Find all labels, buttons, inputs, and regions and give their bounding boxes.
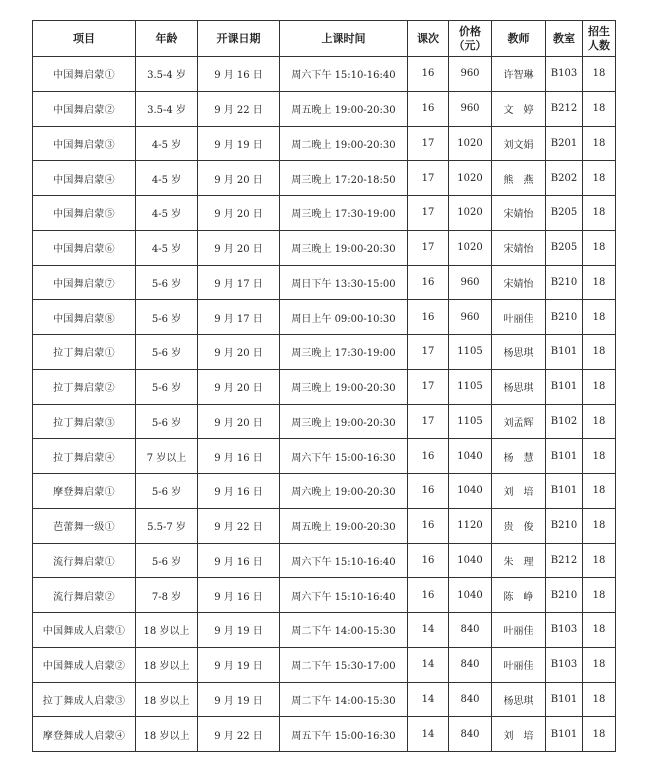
cell-class-time: 周六下午 15:10-16:40 xyxy=(280,57,408,92)
cell-price: 1040 xyxy=(449,439,492,474)
cell-class-time: 周三晚上 17:30-19:00 xyxy=(280,335,408,370)
cell-price: 1105 xyxy=(449,404,492,439)
cell-price: 1040 xyxy=(449,474,492,509)
table-row xyxy=(33,717,616,752)
cell-price: 960 xyxy=(449,300,492,335)
cell-enrollment: 18 xyxy=(583,717,616,752)
cell-sessions: 17 xyxy=(408,196,449,231)
header-row xyxy=(33,21,616,57)
cell-price: 960 xyxy=(449,57,492,92)
cell-item: 中国舞启蒙④ xyxy=(33,161,136,196)
cell-item: 中国舞启蒙⑧ xyxy=(33,300,136,335)
cell-age: 5-6 岁 xyxy=(136,300,198,335)
cell-class-time: 周二晚上 19:00-20:30 xyxy=(280,126,408,161)
cell-room: B205 xyxy=(546,196,583,231)
header-age: 年龄 xyxy=(136,21,198,57)
cell-enrollment: 18 xyxy=(583,613,616,648)
cell-enrollment: 18 xyxy=(583,57,616,92)
table-row xyxy=(33,230,616,265)
cell-room: B103 xyxy=(546,613,583,648)
cell-enrollment: 18 xyxy=(583,91,616,126)
cell-age: 5-6 岁 xyxy=(136,369,198,404)
cell-room: B101 xyxy=(546,682,583,717)
cell-item: 流行舞启蒙② xyxy=(33,578,136,613)
cell-sessions: 14 xyxy=(408,613,449,648)
cell-start-date: 9 月 16 日 xyxy=(198,543,280,578)
cell-start-date: 9 月 20 日 xyxy=(198,196,280,231)
cell-item: 摩登舞启蒙① xyxy=(33,474,136,509)
cell-age: 7-8 岁 xyxy=(136,578,198,613)
cell-class-time: 周日下午 13:30-15:00 xyxy=(280,265,408,300)
cell-start-date: 9 月 16 日 xyxy=(198,578,280,613)
cell-class-time: 周三晚上 19:00-20:30 xyxy=(280,230,408,265)
table-row xyxy=(33,474,616,509)
cell-enrollment: 18 xyxy=(583,230,616,265)
cell-age: 7 岁以上 xyxy=(136,439,198,474)
header-class-time: 上课时间 xyxy=(280,21,408,57)
cell-enrollment: 18 xyxy=(583,335,616,370)
table-row xyxy=(33,404,616,439)
cell-sessions: 16 xyxy=(408,57,449,92)
cell-room: B210 xyxy=(546,265,583,300)
cell-enrollment: 18 xyxy=(583,126,616,161)
cell-start-date: 9 月 19 日 xyxy=(198,126,280,161)
cell-room: B101 xyxy=(546,474,583,509)
cell-teacher: 刘 培 xyxy=(492,717,546,752)
cell-class-time: 周六下午 15:00-16:30 xyxy=(280,439,408,474)
cell-price: 840 xyxy=(449,613,492,648)
cell-room: B102 xyxy=(546,404,583,439)
cell-item: 芭蕾舞一级① xyxy=(33,508,136,543)
table-header xyxy=(33,21,616,57)
cell-start-date: 9 月 17 日 xyxy=(198,300,280,335)
table-row xyxy=(33,578,616,613)
cell-item: 流行舞启蒙① xyxy=(33,543,136,578)
cell-enrollment: 18 xyxy=(583,682,616,717)
cell-teacher: 叶丽佳 xyxy=(492,300,546,335)
header-sessions: 课次 xyxy=(408,21,449,57)
cell-price: 840 xyxy=(449,717,492,752)
cell-price: 1120 xyxy=(449,508,492,543)
cell-item: 拉丁舞启蒙② xyxy=(33,369,136,404)
cell-teacher: 杨思琪 xyxy=(492,369,546,404)
cell-teacher: 宋婧怡 xyxy=(492,265,546,300)
cell-teacher: 熊 燕 xyxy=(492,161,546,196)
cell-start-date: 9 月 20 日 xyxy=(198,161,280,196)
cell-enrollment: 18 xyxy=(583,404,616,439)
cell-start-date: 9 月 22 日 xyxy=(198,91,280,126)
cell-sessions: 16 xyxy=(408,91,449,126)
table-row xyxy=(33,196,616,231)
cell-age: 5-6 岁 xyxy=(136,265,198,300)
cell-enrollment: 18 xyxy=(583,300,616,335)
cell-start-date: 9 月 19 日 xyxy=(198,682,280,717)
header-start-date: 开课日期 xyxy=(198,21,280,57)
cell-room: B212 xyxy=(546,91,583,126)
cell-teacher: 许智琳 xyxy=(492,57,546,92)
cell-sessions: 17 xyxy=(408,161,449,196)
cell-item: 摩登舞成人启蒙④ xyxy=(33,717,136,752)
cell-room: B101 xyxy=(546,439,583,474)
cell-price: 1105 xyxy=(449,335,492,370)
header-enrollment: 招生人数 xyxy=(583,21,616,57)
table-row xyxy=(33,265,616,300)
cell-item: 拉丁舞启蒙④ xyxy=(33,439,136,474)
cell-age: 3.5-4 岁 xyxy=(136,57,198,92)
cell-price: 840 xyxy=(449,647,492,682)
cell-price: 1020 xyxy=(449,230,492,265)
cell-teacher: 宋婧怡 xyxy=(492,230,546,265)
cell-price: 1020 xyxy=(449,161,492,196)
cell-age: 5-6 岁 xyxy=(136,474,198,509)
cell-start-date: 9 月 16 日 xyxy=(198,474,280,509)
table-row xyxy=(33,57,616,92)
cell-enrollment: 18 xyxy=(583,161,616,196)
cell-start-date: 9 月 22 日 xyxy=(198,717,280,752)
cell-item: 中国舞启蒙② xyxy=(33,91,136,126)
cell-teacher: 刘孟辉 xyxy=(492,404,546,439)
cell-class-time: 周五下午 15:00-16:30 xyxy=(280,717,408,752)
cell-item: 中国舞启蒙① xyxy=(33,57,136,92)
cell-item: 拉丁舞启蒙③ xyxy=(33,404,136,439)
table-row xyxy=(33,508,616,543)
table-row xyxy=(33,682,616,717)
cell-start-date: 9 月 19 日 xyxy=(198,613,280,648)
cell-teacher: 朱 理 xyxy=(492,543,546,578)
cell-start-date: 9 月 22 日 xyxy=(198,508,280,543)
cell-room: B101 xyxy=(546,335,583,370)
cell-price: 840 xyxy=(449,682,492,717)
cell-age: 4-5 岁 xyxy=(136,161,198,196)
cell-age: 3.5-4 岁 xyxy=(136,91,198,126)
cell-room: B103 xyxy=(546,57,583,92)
cell-age: 4-5 岁 xyxy=(136,230,198,265)
cell-enrollment: 18 xyxy=(583,543,616,578)
cell-room: B103 xyxy=(546,647,583,682)
cell-class-time: 周三晚上 19:00-20:30 xyxy=(280,369,408,404)
cell-price: 1020 xyxy=(449,126,492,161)
cell-age: 4-5 岁 xyxy=(136,126,198,161)
table-row xyxy=(33,161,616,196)
cell-class-time: 周三晚上 17:30-19:00 xyxy=(280,196,408,231)
cell-start-date: 9 月 20 日 xyxy=(198,230,280,265)
cell-sessions: 17 xyxy=(408,369,449,404)
cell-item: 中国舞启蒙⑥ xyxy=(33,230,136,265)
cell-teacher: 刘文娟 xyxy=(492,126,546,161)
cell-start-date: 9 月 19 日 xyxy=(198,647,280,682)
cell-item: 中国舞启蒙⑦ xyxy=(33,265,136,300)
cell-enrollment: 18 xyxy=(583,369,616,404)
table-row xyxy=(33,369,616,404)
cell-class-time: 周二下午 15:30-17:00 xyxy=(280,647,408,682)
cell-class-time: 周二下午 14:00-15:30 xyxy=(280,682,408,717)
table-row xyxy=(33,126,616,161)
cell-teacher: 陈 峥 xyxy=(492,578,546,613)
table-row xyxy=(33,543,616,578)
cell-age: 5-6 岁 xyxy=(136,335,198,370)
cell-room: B210 xyxy=(546,578,583,613)
cell-teacher: 贵 俊 xyxy=(492,508,546,543)
cell-enrollment: 18 xyxy=(583,196,616,231)
cell-item: 拉丁舞成人启蒙③ xyxy=(33,682,136,717)
cell-teacher: 刘 培 xyxy=(492,474,546,509)
cell-sessions: 16 xyxy=(408,474,449,509)
cell-enrollment: 18 xyxy=(583,647,616,682)
cell-price: 960 xyxy=(449,265,492,300)
cell-start-date: 9 月 20 日 xyxy=(198,404,280,439)
cell-sessions: 17 xyxy=(408,404,449,439)
cell-item: 中国舞启蒙⑤ xyxy=(33,196,136,231)
cell-price: 1040 xyxy=(449,578,492,613)
header-room: 教室 xyxy=(546,21,583,57)
cell-teacher: 杨思琪 xyxy=(492,682,546,717)
cell-sessions: 14 xyxy=(408,682,449,717)
cell-enrollment: 18 xyxy=(583,265,616,300)
cell-sessions: 14 xyxy=(408,647,449,682)
cell-sessions: 16 xyxy=(408,543,449,578)
cell-class-time: 周五晚上 19:00-20:30 xyxy=(280,91,408,126)
cell-start-date: 9 月 17 日 xyxy=(198,265,280,300)
cell-sessions: 14 xyxy=(408,717,449,752)
cell-class-time: 周三晚上 17:20-18:50 xyxy=(280,161,408,196)
cell-age: 5-6 岁 xyxy=(136,543,198,578)
table-body xyxy=(33,57,616,752)
cell-room: B101 xyxy=(546,717,583,752)
cell-sessions: 17 xyxy=(408,335,449,370)
cell-enrollment: 18 xyxy=(583,439,616,474)
table-row xyxy=(33,647,616,682)
cell-teacher: 宋婧怡 xyxy=(492,196,546,231)
header-item: 项目 xyxy=(33,21,136,57)
cell-sessions: 17 xyxy=(408,230,449,265)
table-row xyxy=(33,300,616,335)
cell-room: B205 xyxy=(546,230,583,265)
cell-price: 960 xyxy=(449,91,492,126)
cell-room: B201 xyxy=(546,126,583,161)
cell-room: B210 xyxy=(546,300,583,335)
cell-sessions: 16 xyxy=(408,578,449,613)
cell-price: 1040 xyxy=(449,543,492,578)
cell-class-time: 周五晚上 19:00-20:30 xyxy=(280,508,408,543)
cell-age: 5.5-7 岁 xyxy=(136,508,198,543)
cell-room: B202 xyxy=(546,161,583,196)
cell-teacher: 文 婷 xyxy=(492,91,546,126)
table-row xyxy=(33,335,616,370)
header-teacher: 教师 xyxy=(492,21,546,57)
cell-price: 1020 xyxy=(449,196,492,231)
cell-item: 中国舞成人启蒙② xyxy=(33,647,136,682)
cell-class-time: 周六下午 15:10-16:40 xyxy=(280,578,408,613)
cell-age: 18 岁以上 xyxy=(136,717,198,752)
cell-age: 4-5 岁 xyxy=(136,196,198,231)
cell-room: B212 xyxy=(546,543,583,578)
cell-age: 18 岁以上 xyxy=(136,682,198,717)
cell-sessions: 16 xyxy=(408,300,449,335)
cell-age: 18 岁以上 xyxy=(136,613,198,648)
cell-class-time: 周六晚上 19:00-20:30 xyxy=(280,474,408,509)
cell-item: 拉丁舞启蒙① xyxy=(33,335,136,370)
cell-sessions: 16 xyxy=(408,439,449,474)
header-price: 价格（元） xyxy=(449,21,492,57)
cell-enrollment: 18 xyxy=(583,474,616,509)
cell-start-date: 9 月 16 日 xyxy=(198,439,280,474)
cell-enrollment: 18 xyxy=(583,578,616,613)
cell-start-date: 9 月 16 日 xyxy=(198,57,280,92)
cell-item: 中国舞成人启蒙① xyxy=(33,613,136,648)
table-row xyxy=(33,91,616,126)
cell-age: 5-6 岁 xyxy=(136,404,198,439)
table-row xyxy=(33,439,616,474)
cell-teacher: 杨思琪 xyxy=(492,335,546,370)
cell-room: B210 xyxy=(546,508,583,543)
cell-class-time: 周三晚上 19:00-20:30 xyxy=(280,404,408,439)
cell-price: 1105 xyxy=(449,369,492,404)
cell-sessions: 16 xyxy=(408,508,449,543)
cell-teacher: 杨 慧 xyxy=(492,439,546,474)
cell-age: 18 岁以上 xyxy=(136,647,198,682)
course-schedule-table xyxy=(32,20,616,752)
cell-enrollment: 18 xyxy=(583,508,616,543)
cell-start-date: 9 月 20 日 xyxy=(198,335,280,370)
cell-teacher: 叶丽佳 xyxy=(492,647,546,682)
cell-item: 中国舞启蒙③ xyxy=(33,126,136,161)
cell-class-time: 周二下午 14:00-15:30 xyxy=(280,613,408,648)
cell-class-time: 周六下午 15:10-16:40 xyxy=(280,543,408,578)
cell-start-date: 9 月 20 日 xyxy=(198,369,280,404)
cell-sessions: 17 xyxy=(408,126,449,161)
cell-room: B101 xyxy=(546,369,583,404)
cell-teacher: 叶丽佳 xyxy=(492,613,546,648)
cell-sessions: 16 xyxy=(408,265,449,300)
cell-class-time: 周日上午 09:00-10:30 xyxy=(280,300,408,335)
table-row xyxy=(33,613,616,648)
